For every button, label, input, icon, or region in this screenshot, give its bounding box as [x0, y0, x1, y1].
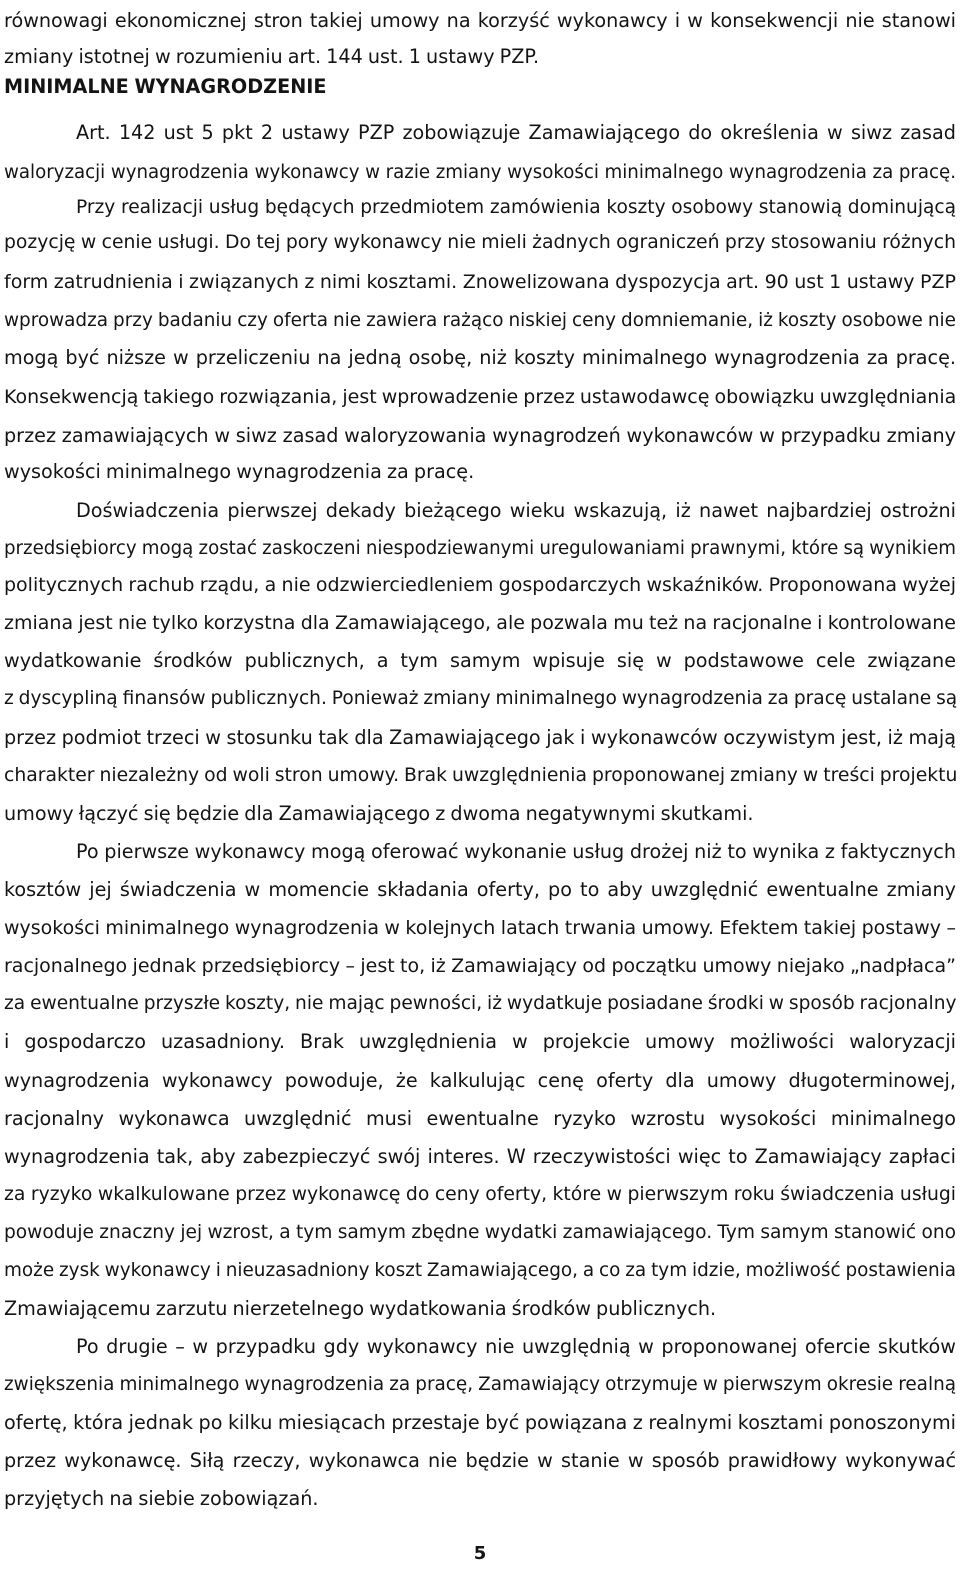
section-heading: MINIMALNE WYNAGRODZENIE: [4, 75, 327, 98]
text-line: Art. 142 ust 5 pkt 2 ustawy PZP zobowiązuje Zamawiającego do określenia w siwz zasad: [76, 121, 956, 144]
page-number: 5: [473, 1543, 487, 1564]
text-line: Po drugie – w przypadku gdy wykonawcy nie uwzględnią w proponowanej ofercie skutków: [76, 1335, 956, 1358]
text-line: może zysk wykonawcy i nieuzasadniony koszt Zamawiającego, a co za tym idzie, możliwość postawienia: [4, 1260, 956, 1281]
text-line: przez podmiot trzeci w stosunku tak dla Zamawiającego jak i wykonawców oczywistym jest, iż mają: [4, 726, 956, 749]
text-line: racjonalnego jednak przedsiębiorcy – jest to, iż Zamawiający od początku umowy niejako „nadpłaca”: [4, 955, 956, 977]
text-line: z dyscypliną finansów publicznych. Ponieważ zmiany minimalnego wynagrodzenia za pracę ustalane są: [4, 688, 958, 709]
text-line: równowagi ekonomicznej stron takiej umowy na korzyść wykonawcy i w konsekwencji nie stanowi: [4, 9, 956, 32]
text-line: umowy łączyć się będzie dla Zamawiającego z dwoma negatywnymi skutkami.: [4, 802, 754, 825]
text-line: Konsekwencją takiego rozwiązania, jest wprowadzenie przez ustawodawcę obowiązku uwzględniania: [4, 386, 957, 408]
text-line: i gospodarczo uzasadniony. Brak uwzględnienia w projekcie umowy możliwości waloryzacji: [4, 1030, 956, 1053]
text-line: Zmawiającemu zarzutu nierzetelnego wydatkowania środków publicznych.: [4, 1297, 717, 1320]
text-line: kosztów jej świadczenia w momencie składania oferty, po to aby uwzględnić ewentualne zmiany: [4, 878, 956, 901]
text-line: politycznych rachub rządu, a nie odzwierciedleniem gospodarczych wskaźników. Proponowana wyżej: [4, 574, 956, 596]
text-line: form zatrudnienia i związanych z nimi kosztami. Znowelizowana dyspozycja art. 90 ust 1 ustawy PZP: [4, 271, 956, 293]
text-line: mogą być niższe w przeliczeniu na jedną osobę, niż koszty minimalnego wynagrodzenia za pracę.: [4, 346, 956, 369]
text-line: przez wykonawcę. Siłą rzeczy, wykonawca nie będzie w stanie w sposób prawidłowy wykonywać: [4, 1449, 956, 1472]
text-line: przyjętych na siebie zobowiązań.: [4, 1487, 319, 1510]
text-line: wysokości minimalnego wynagrodzenia w kolejnych latach trwania umowy. Efektem takiej postawy –: [4, 917, 956, 939]
text-line: charakter niezależny od woli stron umowy. Brak uwzględnienia proponowanej zmiany w treści projektu: [4, 765, 958, 786]
text-line: zmiana jest nie tylko korzystna dla Zamawiającego, ale pozwala mu też na racjonalne i kontrolowane: [4, 612, 956, 634]
text-line: Przy realizacji usług będących przedmiotem zamówienia koszty osobowy stanowią dominującą: [76, 197, 956, 218]
text-line: za ryzyko wkalkulowane przez wykonawcę do ceny oferty, które w pierwszym roku świadczenia usługi: [4, 1184, 956, 1205]
text-line: ofertę, która jednak po kilku miesiącach przestaje być powiązana z realnymi kosztami ponoszonymi: [4, 1411, 956, 1434]
text-line: Po pierwsze wykonawcy mogą oferować wykonanie usług drożej niż to wynika z faktycznych: [76, 840, 956, 863]
text-line: racjonalny wykonawca uwzględnić musi ewentualne ryzyko wzrostu wysokości minimalnego: [4, 1107, 956, 1130]
text-line: za ewentualne przyszłe koszty, nie mając pewności, iż wydatkuje posiadane środki w sposób racjonalny: [4, 993, 957, 1014]
text-line: przez zamawiających w siwz zasad waloryzowania wynagrodzeń wykonawców w przypadku zmiany: [4, 424, 956, 447]
text-line: zwiększenia minimalnego wynagrodzenia za pracę, Zamawiający otrzymuje w pierwszym okresie realną: [4, 1374, 956, 1395]
text-line: powoduje znaczny jej wzrost, a tym samym zbędne wydatki zamawiającego. Tym samym stanowić ono: [4, 1222, 956, 1243]
text-line: wynagrodzenia tak, aby zabezpieczyć swój interes. W rzeczywistości więc to Zamawiający zapłaci: [4, 1145, 956, 1168]
text-line: przedsiębiorcy mogą zostać zaskoczeni niespodziewanymi uregulowaniami prawnymi, które są wynikiem: [4, 538, 956, 559]
text-line: waloryzacji wynagrodzenia wykonawcy w razie zmiany wysokości minimalnego wynagrodzenia za pracę.: [4, 162, 956, 183]
text-line: Doświadczenia pierwszej dekady bieżącego wieku wskazują, iż nawet najbardziej ostrożni: [76, 499, 956, 522]
text-line: wysokości minimalnego wynagrodzenia za pracę.: [4, 460, 475, 483]
text-line: pozycję w cenie usługi. Do tej pory wykonawcy nie mieli żadnych ograniczeń przy stosowaniu różnych: [4, 232, 956, 253]
text-line: wynagrodzenia wykonawcy powoduje, że kalkulując cenę oferty dla umowy długoterminowej,: [4, 1069, 956, 1092]
text-line: zmiany istotnej w rozumieniu art. 144 ust. 1 ustawy PZP.: [4, 45, 540, 68]
text-line: wydatkowanie środków publicznych, a tym samym wpisuje się w podstawowe cele związane: [4, 649, 956, 672]
text-line: wprowadza przy badaniu czy oferta nie zawiera rażąco niskiej ceny domniemanie, iż koszty osobowe nie: [4, 310, 956, 331]
document-page: [4, 0, 956, 1572]
